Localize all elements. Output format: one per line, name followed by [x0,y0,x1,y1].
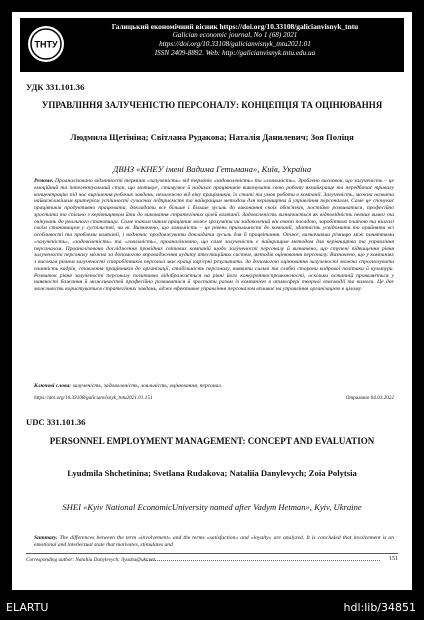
abstract-ua [34,178,394,293]
page-number: 151 [389,556,398,562]
keywords-label: Ключові слова: [34,383,72,389]
footer-leader-dots [146,560,380,561]
affiliation-ua: ДВНЗ «КНЕУ імені Вадима Гетьмана», Київ, Україна [112,164,312,174]
udc-ua: УДК 331.101.36 [26,82,85,92]
summary-text: The differences between the term «involvement» and the terms «satisfaction» and «loyalty» are analyzed. It is concluded that involvement is an emotional and intellectual state that motivates, stimulates and [34,535,394,548]
page-footer [26,557,398,563]
university-logo-icon [26,24,66,64]
journal-title: Галицький економічний вісник https://doi.org/10.33108/galicianvisnyk_tntu [111,22,359,31]
title-en: PERSONNEL EMPLOYMENT MANAGEMENT: CONCEPT AND EVALUATION [49,436,375,446]
udc-en: UDC 331.101.36 [26,417,86,427]
doi-row [34,395,394,401]
journal-issue: Galician economic journal, No 1 (68) 2021 [172,31,298,39]
footer-divider [26,553,398,554]
summary-label: Summary. [34,535,58,541]
banner-text [72,22,398,58]
authors-en: Lyudmila Shchetinina; Svetlana Rudakova; Nataliia Danylevych; Zoia Polytsia [67,468,357,478]
authors-ua: Людмила Щетініна; Світлана Рудакова; Наталія Данилевич; Зоя Поліця [70,132,354,142]
repository-name: ELARTU [6,601,49,614]
journal-banner [20,18,404,72]
abstract-text: Проаналізовано відмінності термінів «залученість» від термінів «задоволеність» та «лояльність». Зроблено висновок, що залученість – це емоційний та інтелектуальний стан, що мотивує, стимулює й надихає працівників виконувати свою роботу якнайкраще та передбачає тривалу концентрацію під час вирішення робочих завдань, незалежно від віку працівників, їх статі та умов роботи в компанії. Залученість, можна назвати найважливішим критерієм успішності сучасних підприємств та найкращим методом для керівництва й управління персоналом. Саме це спонукає працівників продуктивно працювати, докладати все більше і більше зусиль до виконання своїх обов'язків, постійно розвиватися, професійно зростати та спільно з керівництвом йти до виконання стратегічних цілей компанії. Задоволеність визначається як відповідність певних вимог та очікувань до реального становища. Саме таким чином працівник може зрозуміти чи задоволений він своєю посадою, заробітною платою та взагалі своїм становищем у суспільстві, чи ні. Визначено, що лояльність – це рівень прихильності до компанії, здатність усвідомити та прийняти всі особливості та проблеми компанії, і водночас продовжувати докладати зусиль для її процвітання. Отже, визначивши різницю між поняттями «залученість», «задоволеність» та «лояльність», проаналізовано, що саме залученість є найкращим методом для керівництва та управління персоналом. Проаналізовано дослідження провідних світових компаній щодо залученості персоналу й визначено, що ступені підвищення рівня залученості персоналу можна за допомогою впровадження аудиту атестаційних систем, методів оцінювання персоналу. Визначено, що у компаніях з високим рівнем залученості співробітників персонал має кращі кар'єрні результати. За допомогою оцінювання залученості можна спрогнозувати плинність кадрів, ставлення працівників до організації, стабільність персоналу, виявити сильні та слабкі сторони кадрової політики й культури. Розвиток рівня залученості персоналу позитивно відображається на рівні його конкурентоспроможності, оскільки останній проявляється у наявності бажання й можливостей професійно розвиватися й зростати разом із компанією в атмосфері творчої взаємодії та вимоги. Це дає можливість користуватися стратегічних завдань, адже ефективне управління персоналом впливає на управління організацією в цілому. [34,178,394,292]
title-ua: УПРАВЛІННЯ ЗАЛУЧЕНІСТЮ ПЕРСОНАЛУ: КОНЦЕПЦІЯ ТА ОЦІНЮВАННЯ [41,100,383,110]
received-date: Отримано 04.03.2022 [345,395,394,401]
issn-web[interactable]: ISSN 2409-8892. Web: http://galicianvisnyk.tntu.edu.ua [154,49,316,57]
journal-page [12,12,412,590]
handle-id: hdl:lib/34851 [343,601,416,614]
article-doi-link[interactable]: https://doi.org/10.33108/galicianvisnyk_tntu2021.01.151 [34,395,153,401]
corresponding-author: Corresponding author: Nataliia Danylevych; ilyusha@ukr.net [26,557,155,563]
svg-text:ТНТУ: ТНТУ [34,39,58,50]
keywords-text: залученість, задоволеність, лояльність, оцінювання, персонал. [72,383,223,389]
issue-doi-link[interactable]: https://doi.org/10.33108/galicianvisnyk_tntu2021.01 [159,40,311,48]
affiliation-en: SHEI «Kyiv National EconomicUniversity named after Vadym Hetman», Kyiv, Ukraine [62,502,362,512]
abstract-label: Резюме. [34,178,54,184]
summary-en [34,535,394,549]
keywords-ua [34,383,394,390]
